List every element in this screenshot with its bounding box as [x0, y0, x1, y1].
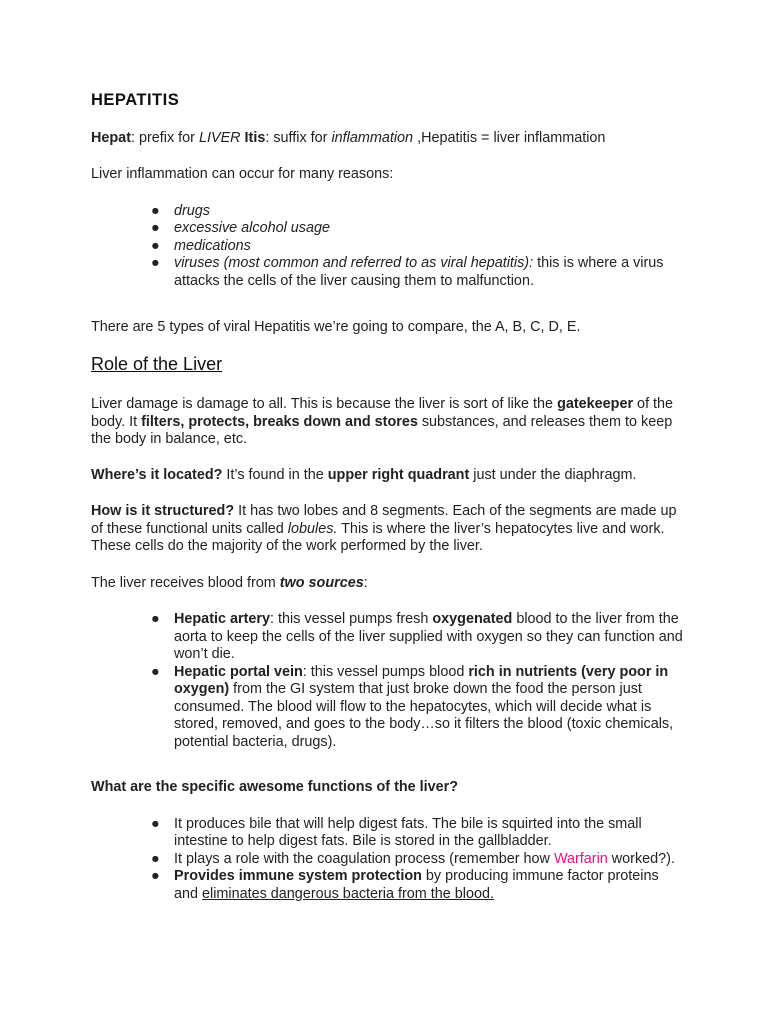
reason-alcohol: excessive alcohol usage	[174, 220, 330, 236]
list-item	[91, 868, 684, 903]
hepatic-artery-term: Hepatic artery	[174, 611, 270, 627]
list-item	[91, 255, 684, 290]
gatekeeper-term: gatekeeper	[557, 396, 634, 412]
reasons-lead: Liver inflammation can occur for many reasons:	[91, 166, 394, 182]
inflammation-term: inflammation	[331, 129, 414, 146]
blood-sources-list	[91, 611, 768, 751]
sources-text-a: The liver receives blood from	[91, 574, 280, 591]
eliminates-bacteria-term: eliminates dangerous bacteria from the blood.	[202, 885, 494, 902]
bullet-icon: ●	[151, 868, 160, 884]
damage-text-c: substances, and releases them to keep the body in balance, etc.	[91, 413, 673, 447]
damage-text-b: of the body. It	[91, 396, 674, 430]
location-text-b: just under the diaphragm.	[469, 466, 637, 483]
functions-list	[91, 816, 768, 904]
location-question: Where’s it located?	[91, 466, 223, 483]
structure-question: How is it structured?	[91, 503, 235, 519]
viral-types-text: There are 5 types of viral Hepatitis we’re going to compare, the A, B, C, D, E.	[91, 319, 581, 335]
itis-term: Itis	[240, 129, 266, 146]
coag-text-a: It plays a role with the coagulation process (remember how	[174, 850, 554, 867]
portal-text-b: from the GI system that just broke down the food the person just consumed. The blood will flow to the hepatocytes, which will decide what is stored, removed, and goes to the body…so it filters the blood (toxic chemicals, potential bacteria, drugs).	[174, 681, 674, 750]
coag-text-b: worked?).	[607, 850, 675, 867]
function-bile: It produces bile that will help digest fats. The bile is squirted into the small intestine to help digest fats. Bile is stored in the gallbladder.	[174, 815, 642, 849]
structure-paragraph	[91, 503, 683, 556]
list-item	[91, 664, 684, 752]
artery-text-b: blood to the liver from the aorta to keep the cells of the liver supplied with oxygen so they can function and won’t die.	[174, 611, 683, 662]
location-paragraph	[91, 467, 683, 485]
bullet-icon: ●	[151, 663, 160, 680]
bullet-icon: ●	[151, 850, 160, 867]
sources-text-b: :	[363, 574, 368, 591]
prefix-text: : prefix for	[130, 129, 199, 146]
list-item	[91, 851, 684, 869]
bullet-icon: ●	[151, 237, 160, 254]
functions-heading: What are the specific awesome functions of the liver?	[91, 779, 459, 795]
role-heading: Role of the Liver	[91, 353, 223, 374]
filters-term: filters, protects, breaks down and stores	[141, 413, 418, 430]
lobules-term: lobules.	[287, 520, 338, 537]
immune-term: Provides immune system protection	[174, 868, 422, 884]
quadrant-term: upper right quadrant	[327, 466, 470, 483]
reason-medications: medications	[174, 237, 251, 254]
list-item	[91, 816, 684, 851]
reason-viruses-detail: this is where a virus attacks the cells of the liver causing them to malfunction.	[174, 255, 664, 289]
hepat-term: Hepat	[91, 129, 131, 146]
structure-text-a: It has two lobes and 8 segments. Each of the segments are made up of these functional units called	[91, 503, 677, 537]
bullet-icon: ●	[151, 255, 160, 271]
location-text-a: It’s found in the	[222, 466, 328, 483]
suffix-text: : suffix for	[265, 129, 332, 146]
hepatic-portal-vein-term: Hepatic portal vein	[174, 663, 303, 680]
liver-damage-paragraph	[91, 396, 683, 449]
list-item	[91, 220, 684, 238]
definition-rest: ,Hepatitis = liver inflammation	[413, 129, 606, 146]
bullet-icon: ●	[151, 220, 160, 236]
two-sources-term: two sources	[279, 574, 364, 591]
list-item	[91, 611, 684, 664]
structure-text-b: This is where the liver’s hepatocytes live and work. These cells do the majority of the work performed by the liver.	[91, 520, 665, 554]
rich-nutrients-term: rich in nutrients (very poor in oxygen)	[174, 663, 669, 697]
bullet-icon: ●	[151, 202, 160, 219]
portal-text-a: : this vessel pumps blood	[302, 663, 469, 680]
warfarin-term: Warfarin	[553, 850, 608, 867]
liver-term: LIVER	[198, 129, 241, 146]
reason-viruses: viruses (most common and referred to as viral hepatitis):	[174, 255, 534, 271]
reason-drugs: drugs	[174, 202, 210, 219]
damage-text-a: Liver damage is damage to all. This is because the liver is sort of like the	[91, 396, 558, 412]
list-item	[91, 203, 684, 221]
bullet-icon: ●	[151, 611, 160, 627]
immune-text: by producing immune factor proteins and	[174, 868, 659, 902]
artery-text-a: : this vessel pumps fresh	[270, 611, 433, 627]
bullet-icon: ●	[151, 815, 160, 832]
page-title: HEPATITIS	[91, 91, 180, 109]
blood-sources-lead	[91, 575, 683, 593]
reasons-list	[91, 203, 768, 291]
oxygenated-term: oxygenated	[432, 611, 513, 627]
hepatitis-definition	[91, 130, 683, 148]
list-item	[91, 238, 684, 256]
